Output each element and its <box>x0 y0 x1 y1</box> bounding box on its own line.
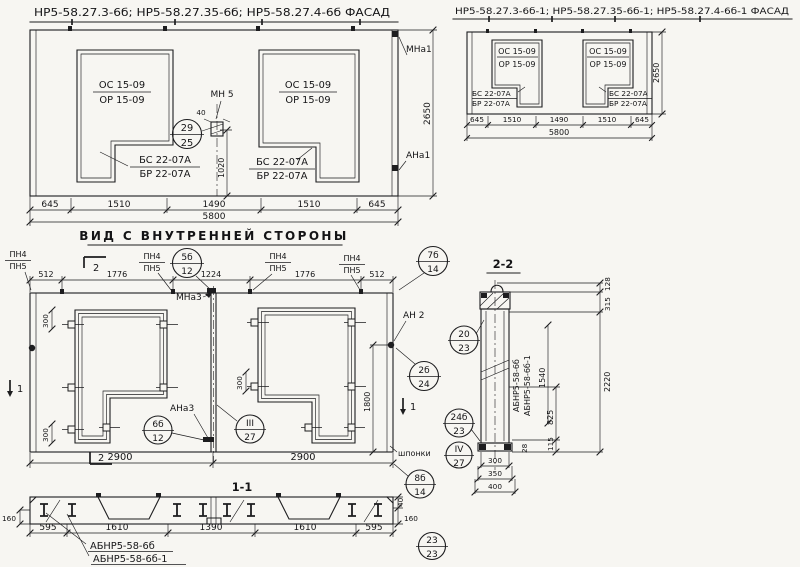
inner-view <box>5 247 480 499</box>
window-unit-label: ОС 15-09 <box>498 47 536 56</box>
window-block-label: БР 22-07А <box>256 171 308 182</box>
dim-315-label: 315 <box>603 297 612 311</box>
window-left <box>472 40 542 108</box>
window-unit-label: ОР 15-09 <box>99 95 145 106</box>
dim-1540-label: 1540 <box>538 367 547 388</box>
dim-total-label: 5800 <box>548 128 570 137</box>
callout-bottom: 12 <box>152 434 164 444</box>
panel-section <box>478 280 512 470</box>
window-unit-label: ОС 15-09 <box>98 80 146 91</box>
callout-top: 5б <box>181 253 193 263</box>
window-block-label: БС 22-07А <box>609 89 648 98</box>
section-1-1-title: 1-1 <box>231 481 253 494</box>
dim-label: 1510 <box>597 115 617 124</box>
window-block-label: БР 22-07А <box>139 169 191 180</box>
window-block-label: БС 22-07А <box>472 89 511 98</box>
facade-anchor-mn5 <box>170 90 234 199</box>
section-2-2-view <box>448 258 612 495</box>
facade-mirrored-view <box>453 7 792 141</box>
dim-300-label: 300 <box>41 314 50 328</box>
facade-view <box>27 6 437 245</box>
window-unit-label: ОР 15-09 <box>589 60 627 69</box>
dim-2220-label: 2220 <box>603 371 612 392</box>
dim-right-edge <box>393 494 418 527</box>
dim-28-label: 28 <box>520 443 529 453</box>
callout-bottom: 14 <box>427 265 439 275</box>
bottom-dims <box>465 114 655 141</box>
dim-label: 645 <box>368 200 386 210</box>
dim-label: 1224 <box>200 270 222 279</box>
callout-bottom: 27 <box>244 433 256 443</box>
dim-label: 1510 <box>297 200 321 210</box>
mark-ana3-label: АНа3 <box>170 404 195 414</box>
dim-label: 2900 <box>290 452 316 463</box>
dim-1020 <box>217 127 232 199</box>
dim-350-label: 350 <box>488 469 502 478</box>
callout-top: IV <box>454 445 464 455</box>
callout-top: 20 <box>458 330 470 340</box>
dim-400-label: 400 <box>488 482 502 491</box>
window-block-label: БС 22-07А <box>256 157 308 168</box>
anchor-mn5-label: МН 5 <box>210 90 234 100</box>
pn4-label: ПН4 <box>143 252 161 261</box>
facade-window-left <box>77 50 200 182</box>
window-block-label: БР 22-07А <box>472 99 510 108</box>
dim-300-label: 300 <box>235 376 244 390</box>
facade-bottom-dims <box>27 196 401 226</box>
pn4-label: ПН4 <box>9 250 27 259</box>
dim-2650-label: 2650 <box>652 62 661 83</box>
section-2-2-title: 2-2 <box>492 258 514 271</box>
callout-bottom: 23 <box>453 427 465 437</box>
dim-40-label: 40 <box>396 497 405 507</box>
dim-label: 1610 <box>105 523 129 533</box>
panel-mark-label: АБНР5-58-6б-1 <box>523 355 532 416</box>
callout-bottom: 14 <box>414 488 426 498</box>
pn4-label: ПН4 <box>343 254 361 263</box>
section-marker-2-top <box>84 257 106 274</box>
section-2-label: 2 <box>93 263 100 274</box>
callout-top: 29 <box>180 123 194 134</box>
keys-label: шпонки <box>398 449 431 458</box>
inner-window-right <box>247 308 366 443</box>
section-marker-1-left <box>7 380 23 397</box>
window-unit-label: ОС 15-09 <box>284 80 332 91</box>
window-right <box>583 40 652 108</box>
mark-ana1-label: АНа1 <box>406 151 431 161</box>
window-block-label: БС 22-07А <box>139 155 191 166</box>
dim-label: 1610 <box>293 523 317 533</box>
dim-160-label: 160 <box>2 514 16 523</box>
window-unit-label: ОР 15-09 <box>498 60 536 69</box>
dim-label: 2900 <box>107 452 133 463</box>
dim-2650 <box>652 29 666 117</box>
window-unit-label: ОР 15-09 <box>285 95 331 106</box>
dim-label: 645 <box>635 115 649 124</box>
callout-top: 23 <box>426 536 438 546</box>
pn4-label: ПН4 <box>269 252 287 261</box>
pn5-label: ПН5 <box>9 262 27 271</box>
facade-title: НР5-58.27.3-6б; НР5-58.27.35-6б; НР5-58.27.4-6б ФАСАД <box>34 6 391 19</box>
section-1-label: 1 <box>17 384 24 395</box>
mark-an2-label: АН 2 <box>403 311 425 321</box>
dim-label: 1776 <box>294 270 316 279</box>
panel-mark-label: АБНР5-58-6б <box>512 359 521 412</box>
bottom-dims <box>27 523 396 537</box>
dim-1800-label: 1800 <box>363 391 372 412</box>
dim-115-label: 115 <box>546 437 555 451</box>
anchor-width-dim: 40 <box>196 108 206 117</box>
window-block-label: БР 22-07А <box>609 99 647 108</box>
callout-bottom: 27 <box>453 459 465 469</box>
dim-label: 645 <box>470 115 484 124</box>
callout-bottom: 12 <box>181 267 193 277</box>
dim-label: 1490 <box>549 115 569 124</box>
dim-label: 595 <box>365 523 383 533</box>
dim-160-left <box>2 507 30 527</box>
callout-top: III <box>246 419 254 429</box>
facade-window-right <box>249 50 359 182</box>
section-marker-1-right <box>400 398 416 415</box>
dim-total-label: 5800 <box>202 212 226 222</box>
callout-top: 7б <box>427 251 439 261</box>
dim-label: 512 <box>369 270 385 279</box>
pn5-label: ПН5 <box>269 264 287 273</box>
dim-label: 1510 <box>107 200 131 210</box>
panel-mark-label: АБНР5-58-6б-1 <box>93 554 168 565</box>
dim-label: 1390 <box>199 523 223 533</box>
facade-panel <box>30 26 398 196</box>
dim-1020-label: 1020 <box>217 157 226 178</box>
pn5-label: ПН5 <box>343 266 361 275</box>
pn5-label: ПН5 <box>143 264 161 273</box>
callout-top: 24б <box>450 413 468 423</box>
dim-label: 595 <box>39 523 57 533</box>
mark-mna1-label: МНа1 <box>406 45 432 55</box>
facade-mirrored-title: НР5-58.27.3-6б-1; НР5-58.27.35-6б-1; НР5-58.27.4-6б-1 ФАСАД <box>455 7 789 17</box>
mark-mna3-label: МНа3 <box>176 293 202 303</box>
callout-bottom: 25 <box>180 138 194 149</box>
dim-300-label: 300 <box>488 456 502 465</box>
beam-section <box>30 493 393 524</box>
dim-300-label: 300 <box>41 428 50 442</box>
section-2-label: 2 <box>98 453 105 464</box>
panel-mark-label: АБНР5-58-6б <box>90 541 155 552</box>
dim-label: 1490 <box>202 200 226 210</box>
dim-label: 645 <box>41 200 59 210</box>
dim-2650-label: 2650 <box>423 102 433 125</box>
dim-825-label: 825 <box>546 409 555 425</box>
dim-128-label: 128 <box>603 277 612 291</box>
facade-right-marks <box>392 27 437 199</box>
section-1-1-view <box>2 481 448 565</box>
callout-top: 6б <box>152 420 164 430</box>
dim-160-label: 160 <box>404 514 418 523</box>
callout-top: 2б <box>418 366 430 376</box>
section-1-label: 1 <box>410 402 417 413</box>
inner-view-title: ВИД С ВНУТРЕННЕЙ СТОРОНЫ <box>79 229 349 243</box>
dim-label: 1510 <box>502 115 522 124</box>
inner-panel <box>29 286 394 462</box>
bottom-stacked-dims <box>472 452 518 495</box>
callout-bottom: 24 <box>418 380 430 390</box>
dim-label: 1776 <box>106 270 128 279</box>
bottom-dims <box>27 452 396 468</box>
callout-bottom: 23 <box>426 550 438 560</box>
callout-top: 8б <box>414 474 426 484</box>
dim-label: 512 <box>38 270 54 279</box>
window-unit-label: ОС 15-09 <box>589 47 627 56</box>
callout-bottom: 23 <box>458 344 470 354</box>
